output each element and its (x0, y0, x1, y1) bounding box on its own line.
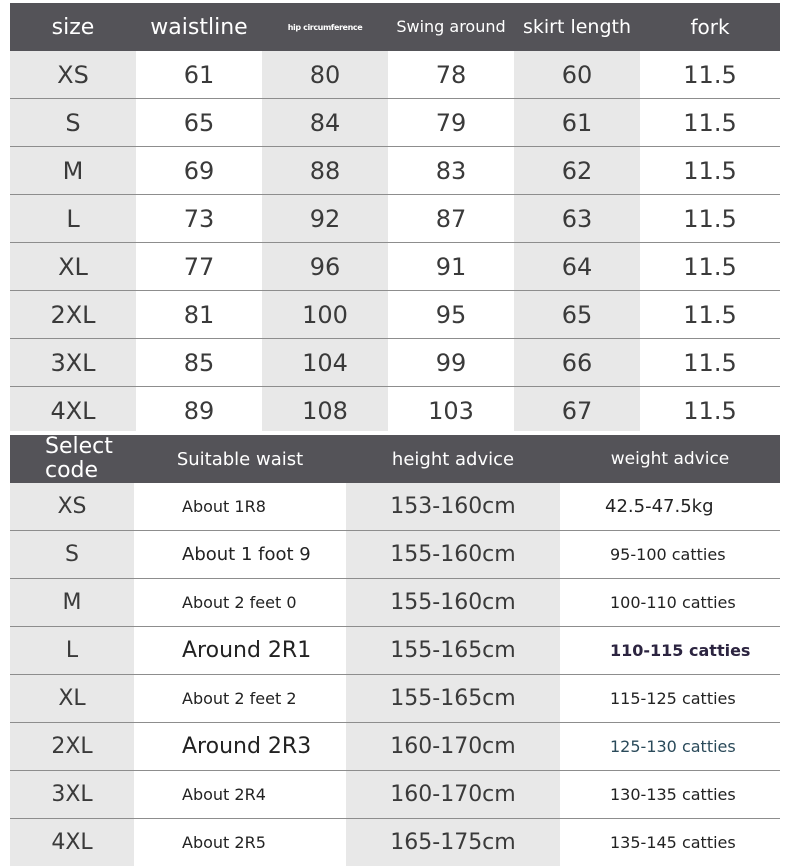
cell-skirt-length: 60 (514, 51, 640, 99)
cell-waistline: 81 (136, 291, 262, 339)
header-select-code: Select code (10, 435, 134, 483)
cell-fork: 11.5 (640, 51, 780, 99)
cell-swing: 91 (388, 243, 514, 291)
cell-suitable-waist: About 2 feet 0 (134, 579, 346, 627)
cell-fork: 11.5 (640, 195, 780, 243)
cell-weight-advice: 110-115 catties (560, 627, 780, 675)
advice-row (10, 723, 780, 771)
cell-weight-advice: 115-125 catties (560, 675, 780, 723)
cell-size: L (10, 195, 136, 243)
cell-select-code: 4XL (10, 819, 134, 866)
cell-height-advice: 165-175cm (346, 819, 560, 866)
cell-swing: 103 (388, 387, 514, 435)
cell-weight-advice: 95-100 catties (560, 531, 780, 579)
size-row (10, 243, 780, 291)
cell-skirt-length: 64 (514, 243, 640, 291)
advice-row (10, 819, 780, 866)
cell-height-advice: 160-170cm (346, 723, 560, 771)
cell-size: XS (10, 51, 136, 99)
cell-skirt-length: 66 (514, 339, 640, 387)
size-row (10, 51, 780, 99)
fit-advice-table (10, 435, 780, 866)
size-row (10, 195, 780, 243)
header-suitable-waist: Suitable waist (134, 435, 346, 483)
size-row (10, 387, 780, 435)
cell-skirt-length: 65 (514, 291, 640, 339)
cell-select-code: M (10, 579, 134, 627)
header-hip-circumference: hip circumference (262, 3, 388, 51)
size-row (10, 147, 780, 195)
cell-fork: 11.5 (640, 99, 780, 147)
advice-row (10, 675, 780, 723)
cell-size: 2XL (10, 291, 136, 339)
cell-waistline: 69 (136, 147, 262, 195)
header-fork: fork (640, 3, 780, 51)
cell-hip: 108 (262, 387, 388, 435)
cell-height-advice: 155-160cm (346, 579, 560, 627)
cell-select-code: L (10, 627, 134, 675)
size-row (10, 339, 780, 387)
cell-waistline: 89 (136, 387, 262, 435)
cell-suitable-waist: About 2 feet 2 (134, 675, 346, 723)
cell-suitable-waist: Around 2R3 (134, 723, 346, 771)
size-chart-header-row (10, 3, 780, 51)
cell-height-advice: 155-165cm (346, 627, 560, 675)
cell-swing: 83 (388, 147, 514, 195)
cell-skirt-length: 61 (514, 99, 640, 147)
advice-row (10, 531, 780, 579)
cell-hip: 80 (262, 51, 388, 99)
cell-select-code: 2XL (10, 723, 134, 771)
header-swing-around: Swing around (388, 3, 514, 51)
cell-waistline: 85 (136, 339, 262, 387)
cell-hip: 96 (262, 243, 388, 291)
advice-row (10, 627, 780, 675)
cell-size: S (10, 99, 136, 147)
header-skirt-length: skirt length (514, 3, 640, 51)
cell-swing: 78 (388, 51, 514, 99)
cell-fork: 11.5 (640, 243, 780, 291)
size-row (10, 291, 780, 339)
cell-skirt-length: 62 (514, 147, 640, 195)
cell-height-advice: 160-170cm (346, 771, 560, 819)
cell-height-advice: 153-160cm (346, 483, 560, 531)
cell-skirt-length: 67 (514, 387, 640, 435)
cell-skirt-length: 63 (514, 195, 640, 243)
cell-hip: 104 (262, 339, 388, 387)
cell-suitable-waist: Around 2R1 (134, 627, 346, 675)
header-waistline: waistline (136, 3, 262, 51)
cell-suitable-waist: About 2R4 (134, 771, 346, 819)
advice-row (10, 483, 780, 531)
cell-waistline: 73 (136, 195, 262, 243)
cell-swing: 99 (388, 339, 514, 387)
header-size: size (10, 3, 136, 51)
cell-waistline: 65 (136, 99, 262, 147)
cell-hip: 92 (262, 195, 388, 243)
advice-row (10, 579, 780, 627)
cell-select-code: S (10, 531, 134, 579)
size-row (10, 99, 780, 147)
cell-weight-advice: 42.5-47.5kg (560, 483, 780, 531)
cell-fork: 11.5 (640, 387, 780, 435)
header-weight-advice: weight advice (560, 435, 780, 483)
cell-fork: 11.5 (640, 291, 780, 339)
cell-size: XL (10, 243, 136, 291)
cell-suitable-waist: About 2R5 (134, 819, 346, 866)
fit-advice-header-row (10, 435, 780, 483)
cell-suitable-waist: About 1 foot 9 (134, 531, 346, 579)
advice-row (10, 771, 780, 819)
cell-weight-advice: 125-130 catties (560, 723, 780, 771)
cell-size: 4XL (10, 387, 136, 435)
cell-weight-advice: 100-110 catties (560, 579, 780, 627)
cell-height-advice: 155-165cm (346, 675, 560, 723)
size-chart-table (10, 3, 780, 434)
header-height-advice: height advice (346, 435, 560, 483)
cell-hip: 100 (262, 291, 388, 339)
cell-swing: 87 (388, 195, 514, 243)
cell-hip: 84 (262, 99, 388, 147)
cell-height-advice: 155-160cm (346, 531, 560, 579)
cell-select-code: XS (10, 483, 134, 531)
cell-size: 3XL (10, 339, 136, 387)
cell-hip: 88 (262, 147, 388, 195)
cell-waistline: 77 (136, 243, 262, 291)
cell-select-code: XL (10, 675, 134, 723)
cell-fork: 11.5 (640, 339, 780, 387)
cell-weight-advice: 130-135 catties (560, 771, 780, 819)
cell-swing: 79 (388, 99, 514, 147)
cell-select-code: 3XL (10, 771, 134, 819)
cell-fork: 11.5 (640, 147, 780, 195)
cell-swing: 95 (388, 291, 514, 339)
cell-weight-advice: 135-145 catties (560, 819, 780, 866)
cell-suitable-waist: About 1R8 (134, 483, 346, 531)
cell-size: M (10, 147, 136, 195)
cell-waistline: 61 (136, 51, 262, 99)
